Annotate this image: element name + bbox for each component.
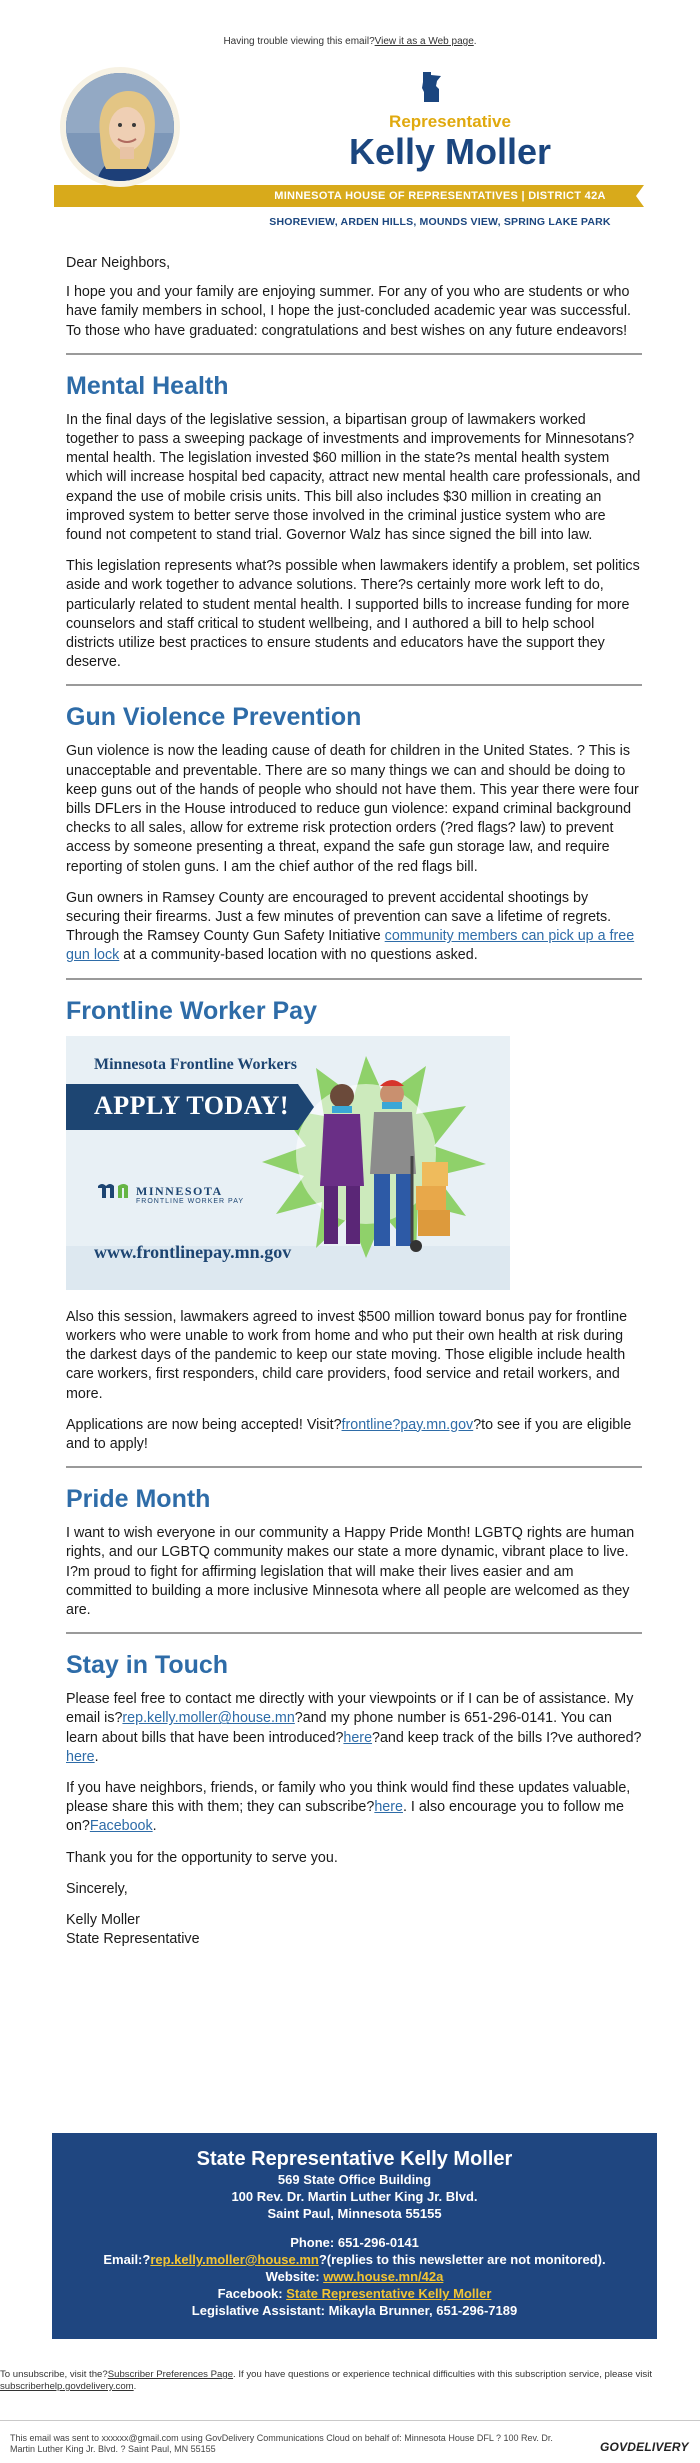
representative-name: Kelly Moller (348, 131, 552, 172)
newsletter-body (66, 254, 642, 1949)
free-gun-lock-link[interactable]: community members can pick up a free gun lock (66, 928, 635, 964)
govdelivery-logo[interactable]: GOVDELIVERY (600, 2440, 689, 2454)
footer-facebook-link[interactable]: State Representative Kelly Moller (286, 2286, 492, 2301)
intro-paragraph: I hope you and your family are enjoying summer. For any of you who are students or who have family members in school, I hope the just-concluded academic year was successful. To those who have graduated: congratulations and best wishes on any future endeavors! (66, 284, 631, 339)
mental-health-paragraph-2: This legislation represents what?s possible when lawmakers identify a problem, set politics aside and work together to advance solutions. There?s certainly more work left to do, particularly related to student mental health. I supported bills to increase funding for more counselors and staff critical to student wellbeing, and I authored a bill to help school districts utilize best practices to ensure students and educators have the support they deserve. (66, 558, 640, 671)
trouble-text: Having trouble viewing this email? (223, 36, 375, 47)
footer-website-line: Website: www.house.mn/42a (265, 2269, 444, 2284)
banner-cta: APPLY TODAY! (94, 1090, 290, 1120)
signature-name: Kelly Moller (66, 1911, 140, 1928)
bills-authored-link[interactable]: here (66, 1748, 95, 1765)
frontline-paragraph-1: Also this session, lawmakers agreed to invest $500 million toward bonus pay for frontline workers who were unable to work from home and who put their own health at risk during the darkest days of the pandemic to keep our state moving. Those eligible include health care workers, first responders, child care providers, food service and retail workers, and more. (66, 1308, 628, 1402)
footer-facebook-line: Facebook: State Representative Kelly Moller (217, 2286, 492, 2301)
section-divider (66, 1632, 642, 1634)
section-heading-pride: Pride Month (66, 1485, 211, 1514)
web-view-notice: Having trouble viewing this email?View it as a Web page. (223, 36, 477, 47)
section-heading-mental-health: Mental Health (66, 371, 229, 400)
stay-paragraph-1: Please feel free to contact me directly with your viewpoints or if I can be of assistance. My email is?rep.kelly.moller@house.mn?and my phone number is 651-296-0141. You can learn about bills that have been introduced?here?and keep track of the bills I?ve authored?here. (66, 1691, 642, 1765)
sign-off: Sincerely, (66, 1880, 128, 1897)
footer-address-2: 100 Rev. Dr. Martin Luther King Jr. Blvd. (231, 2189, 478, 2204)
section-divider (66, 353, 642, 355)
subscriber-preferences-link[interactable]: Subscriber Preferences Page (107, 2369, 234, 2380)
banner-url: www.frontlinepay.mn.gov (94, 1241, 292, 1262)
section-divider (66, 978, 642, 980)
facebook-link[interactable]: Facebook (89, 1818, 153, 1835)
minnesota-state-icon (421, 72, 443, 102)
footer-address-3: Saint Paul, Minnesota 55155 (267, 2206, 442, 2221)
subscriber-help-link[interactable]: subscriberhelp.govdelivery.com (0, 2381, 134, 2392)
frontline-paragraph-2: Applications are now being accepted! Visit?frontline?pay.mn.gov?to see if you are eligible and to apply! (66, 1416, 632, 1452)
stay-paragraph-2: If you have neighbors, friends, or family who you think would find these updates valuable, please share this with them; they can subscribe?here. I also encourage you to follow me on?Facebook. (66, 1779, 631, 1835)
section-divider (66, 684, 642, 686)
district-towns: SHOREVIEW, ARDEN HILLS, MOUNDS VIEW, SPRING LAKE PARK (269, 216, 611, 228)
portrait-photo (66, 73, 180, 187)
footer-title: State Representative Kelly Moller (196, 2148, 513, 2170)
gun-violence-paragraph-2: Gun owners in Ramsey County are encouraged to prevent accidental shootings by securing their firearms. Just a few minutes of prevention can save a lifetime of regrets. Through the Ramsey County Gun Safety Initiative community members can pick up a free gun lock at a community-based location with no questions asked. (66, 889, 635, 964)
frontline-worker-pay-banner[interactable] (66, 1036, 510, 1290)
pride-paragraph: I want to wish everyone in our community a Happy Pride Month! LGBTQ rights are human rights, and our LGBTQ community makes our state a more dynamic, vibrant place to live. I?m proud to fight for affirming legislation that will make their lives easier and am committed to building a more inclusive Minnesota where all people are welcomed as they are. (66, 1525, 635, 1618)
unsubscribe-notice: To unsubscribe, visit the?Subscriber Preferences Page. If you have questions or experience technical difficulties with this subscription service, please visit subscriberhelp.govdelivery.com. (0, 2369, 653, 2392)
subscribe-link[interactable]: here (374, 1799, 403, 1816)
greeting: Dear Neighbors, (66, 255, 171, 271)
thank-you-line: Thank you for the opportunity to serve you. (66, 1849, 338, 1866)
section-heading-frontline: Frontline Worker Pay (66, 996, 317, 1025)
section-heading-stay-in-touch: Stay in Touch (66, 1651, 229, 1680)
footer-address-1: 569 State Office Building (277, 2172, 432, 2187)
banner-title: Minnesota Frontline Workers (94, 1055, 297, 1073)
frontline-pay-link[interactable]: frontline?pay.mn.gov (341, 1416, 474, 1433)
footer-website-link[interactable]: www.house.mn/42a (323, 2269, 444, 2284)
contact-footer (52, 2133, 657, 2339)
footer-assistant: Legislative Assistant: Mikayla Brunner, 651-296-7189 (191, 2303, 518, 2318)
email-link[interactable]: rep.kelly.moller@house.mn (122, 1710, 295, 1727)
banner-logo-sub: FRONTLINE WORKER PAY (136, 1197, 245, 1205)
footer-phone: Phone: 651-296-0141 (290, 2235, 419, 2250)
bottom-divider (0, 2420, 700, 2421)
footer-email-link[interactable]: rep.kelly.moller@house.mn (150, 2252, 319, 2267)
sent-to-notice: This email was sent to xxxxxx@gmail.com using GovDelivery Communications Cloud on behalf of: Minnesota House DFL ? 100 Rev. Dr. Martin Luther King Jr. Blvd. ? Saint Paul, MN 55155 (10, 2433, 553, 2454)
district-banner-text: MINNESOTA HOUSE OF REPRESENTATIVES | DISTRICT 42A (274, 190, 606, 202)
mental-health-paragraph-1: In the final days of the legislative session, a bipartisan group of lawmakers worked together to pass a sweeping package of investments and improvements for Minnesotans? mental health. The legislation invested $60 million in the state?s mental health system which will increase hospital bed capacity, attract new mental health care professionals, and expand the use of mobile crisis units. This bill also includes $30 million in creating an improved system to better serve those involved in the criminal justice system who are found not competent to stand trial. Governor Walz has since signed the bill into law. (66, 411, 641, 544)
gun-violence-paragraph-1: Gun violence is now the leading cause of death for children in the United States. ? This is unacceptable and preventable. There are so many things we can and should be doing to keep guns out of the hands of people who should not have them. This year there were four bills DFLers in the House introduced to reduce gun violence: expand criminal background checks to all sales, allow for extreme risk protection orders (?red flags? law) to prevent access by someone presenting a threat, expand the safe gun storage law, and require reporting of stolen guns. I am the chief author of the red flags bill. (66, 743, 639, 875)
section-heading-gun-violence: Gun Violence Prevention (66, 703, 362, 732)
banner-logo-mn: MINNESOTA (136, 1183, 223, 1198)
view-web-page-link[interactable]: View it as a Web page (374, 36, 474, 47)
bills-introduced-link[interactable]: here (343, 1729, 373, 1746)
section-divider (66, 1466, 642, 1468)
signature (66, 1911, 642, 1949)
signature-title: State Representative (66, 1931, 200, 1948)
representative-label: Representative (389, 112, 511, 131)
avatar (60, 67, 180, 187)
footer-email-line: Email:?rep.kelly.moller@house.mn?(replies to this newsletter are not monitored). (103, 2252, 606, 2267)
